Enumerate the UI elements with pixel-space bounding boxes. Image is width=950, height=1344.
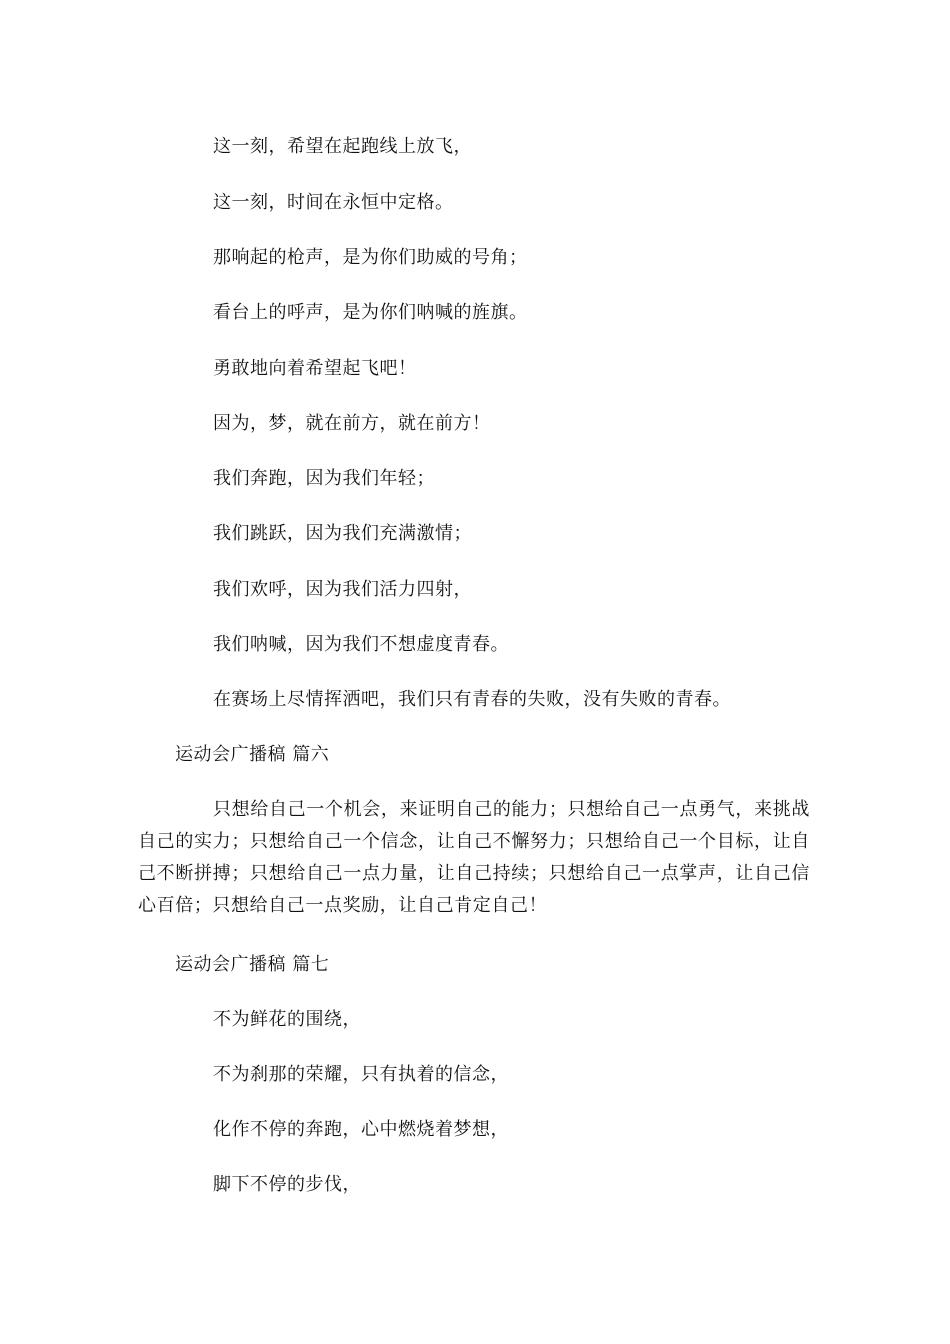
poem-line: 化作不停的奔跑，心中燃烧着梦想，	[213, 1119, 509, 1140]
poem-line: 我们奔跑，因为我们年轻；	[213, 468, 435, 489]
poem-line: 我们跳跃，因为我们充满激情；	[213, 523, 472, 544]
poem-line: 因为，梦，就在前方，就在前方！	[213, 413, 491, 434]
body-paragraph: 只想给自己一个机会，来证明自己的能力；只想给自己一点勇气，来挑战自己的实力；只想给自己一个信念，让自己不懈努力；只想给自己一个目标，让自己不断拼搏；只想给自己一点力量，让自己持续；只想给自己一点掌声，让自己信心百倍；只想给自己一点奖励，让自己肯定自己！	[138, 799, 810, 916]
poem-line: 不为鲜花的围绕，	[213, 1009, 361, 1030]
section-heading: 运动会广播稿 篇七	[175, 954, 330, 975]
poem-line: 不为刹那的荣耀，只有执着的信念，	[213, 1064, 509, 1085]
poem-line: 那响起的枪声，是为你们助威的号角；	[213, 247, 528, 268]
section-heading: 运动会广播稿 篇六	[175, 744, 330, 765]
poem-line: 我们欢呼，因为我们活力四射，	[213, 579, 472, 600]
poem-line: 在赛场上尽情挥洒吧，我们只有青春的失败，没有失败的青春。	[213, 689, 731, 710]
poem-line: 这一刻，时间在永恒中定格。	[213, 192, 454, 213]
poem-line: 勇敢地向着希望起飞吧！	[213, 358, 417, 379]
poem-line: 我们呐喊，因为我们不想虚度青春。	[213, 634, 509, 655]
poem-line: 这一刻，希望在起跑线上放飞，	[213, 136, 472, 157]
poem-line: 看台上的呼声，是为你们呐喊的旌旗。	[213, 302, 528, 323]
poem-line: 脚下不停的步伐，	[213, 1174, 361, 1195]
